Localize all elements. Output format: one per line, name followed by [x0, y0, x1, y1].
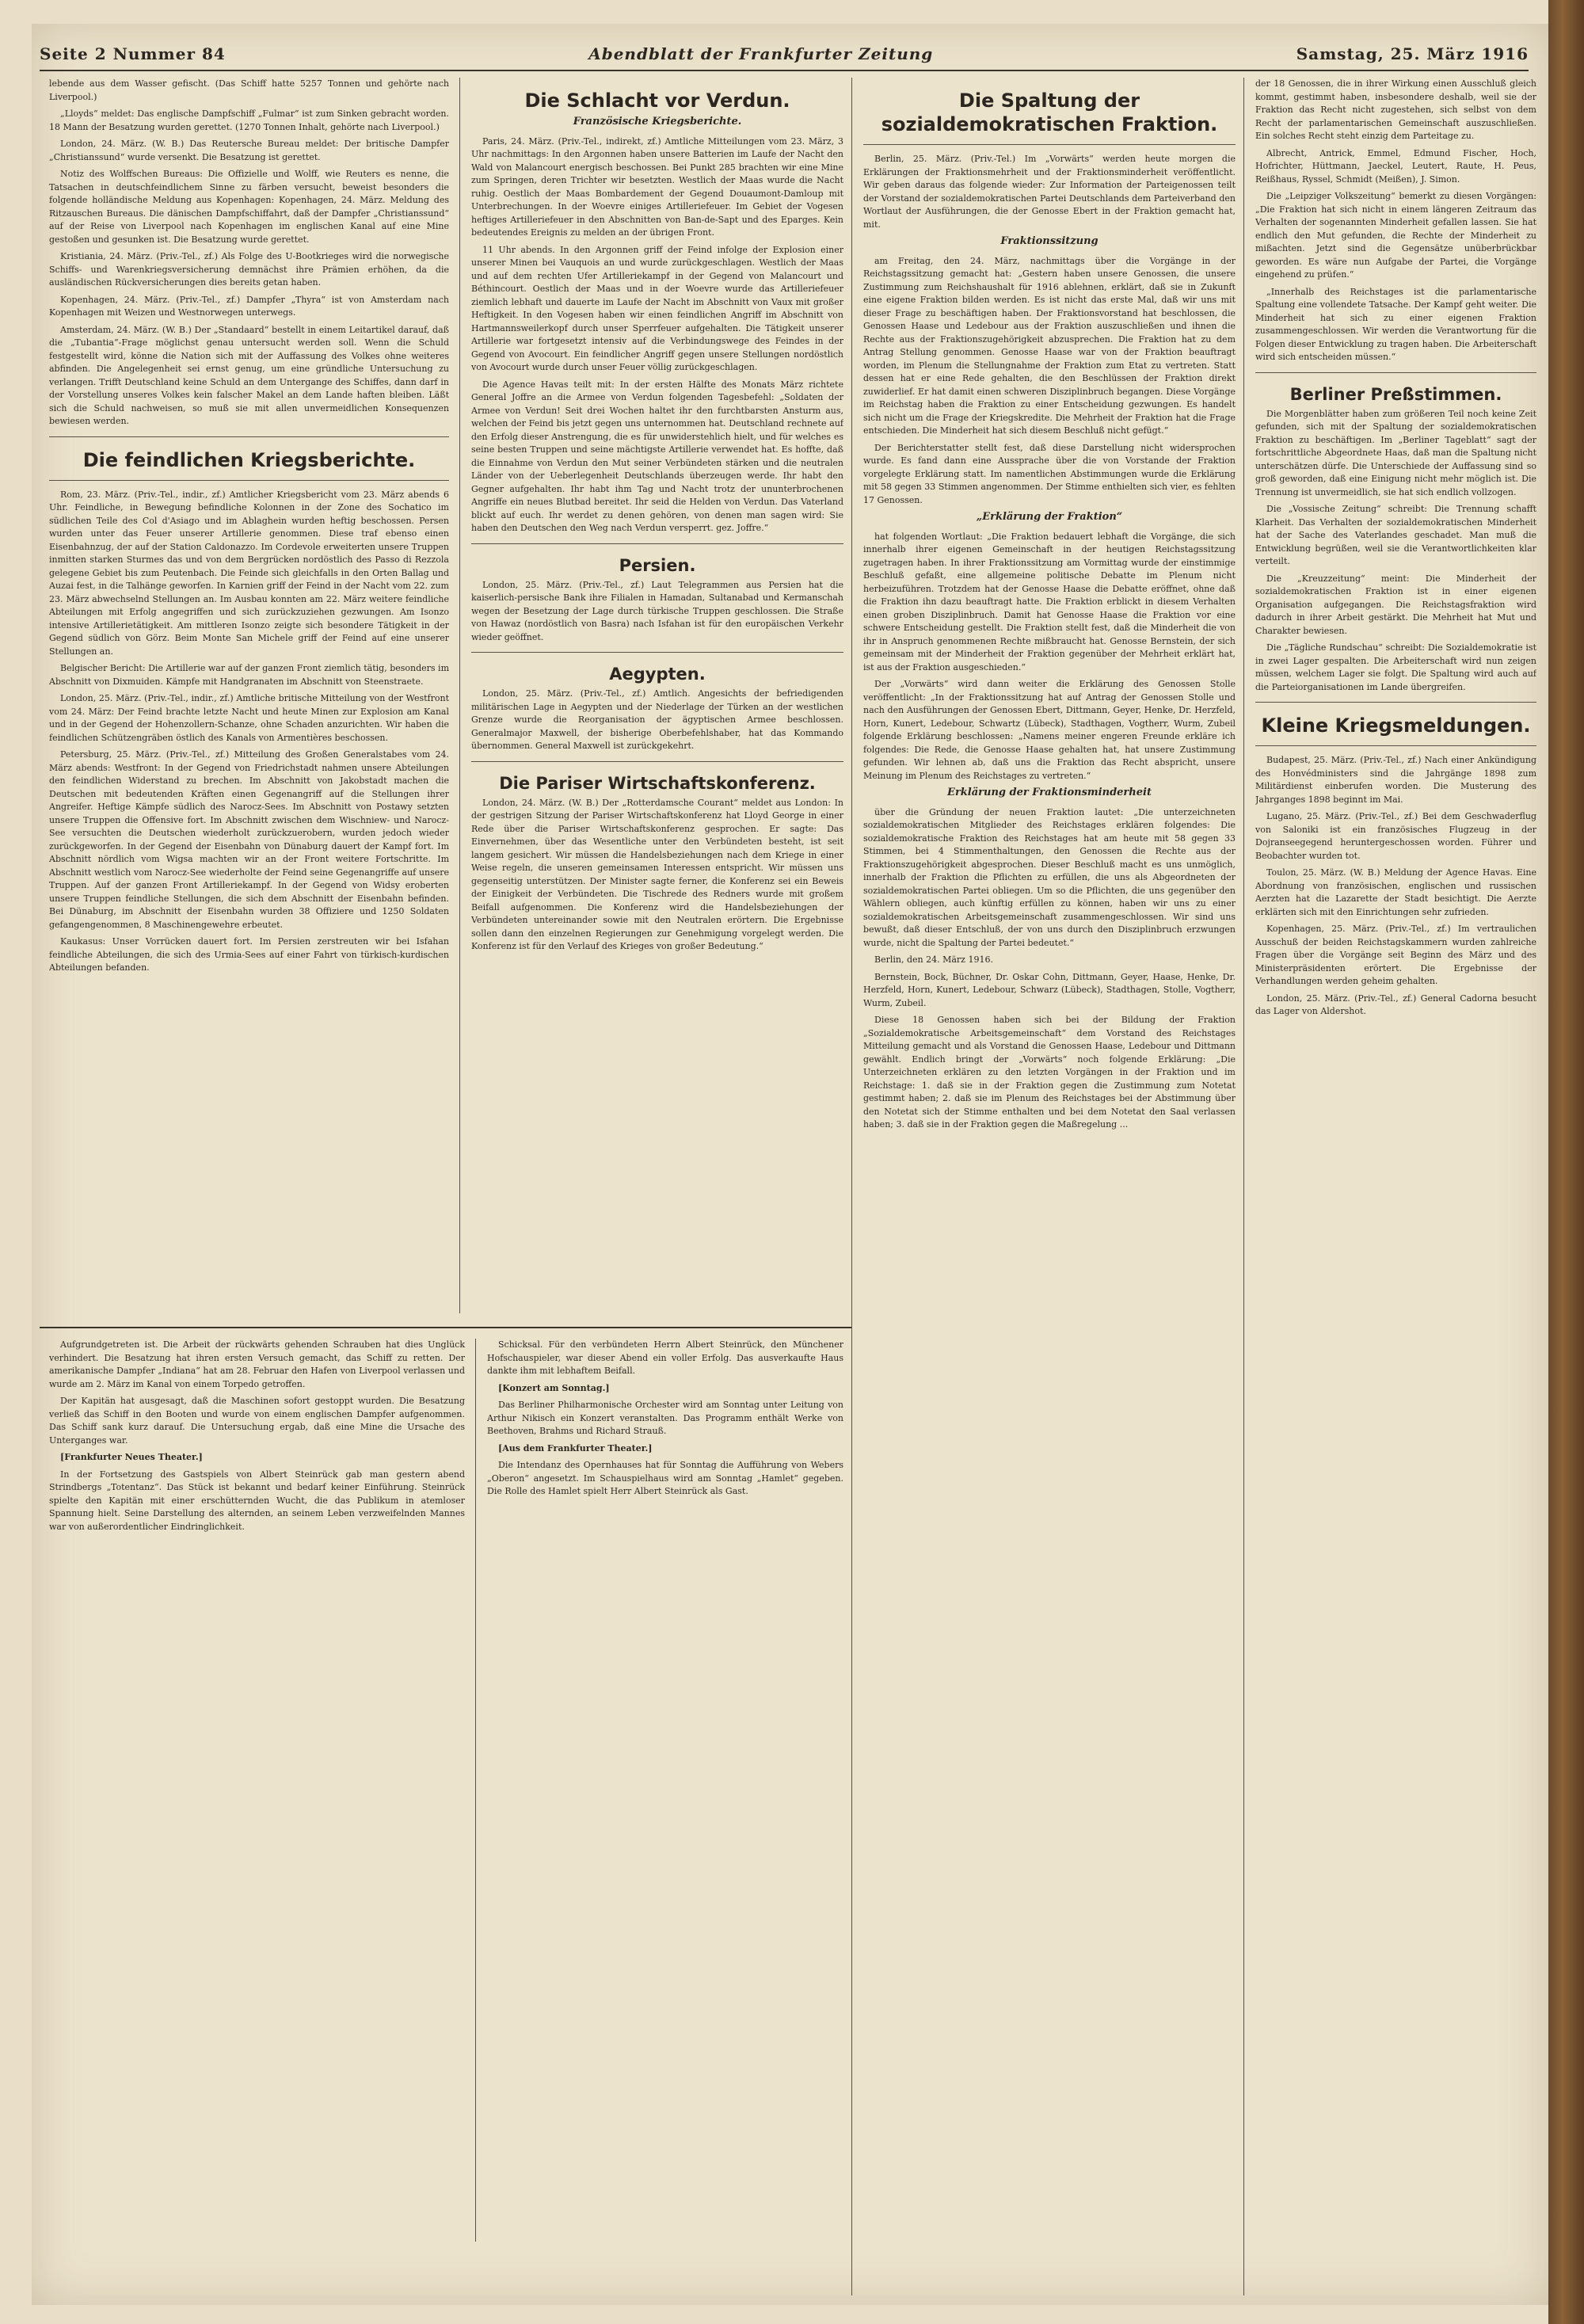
- divider: [863, 144, 1236, 145]
- article-paragraph: lebende aus dem Wasser gefischt. (Das Schiff hatte 5257 Tonnen und gehörte nach Liverpool.): [49, 78, 449, 102]
- divider: [471, 543, 843, 544]
- article-subheading: Französische Kriegsberichte.: [573, 116, 742, 128]
- newspaper-title: Abendblatt der Frankfurter Zeitung: [588, 44, 934, 63]
- signatories: Bernstein, Bock, Büchner, Dr. Oskar Cohn, Dittmann, Geyer, Haase, Henke, Dr. Herzfeld, Horn, Kunert, Ledebour, Schwarz (Lübeck), Stadthagen, Stolle, Vogtherr, Wurm, Zubeil.: [863, 971, 1236, 1008]
- column-4: [1255, 78, 1536, 2295]
- article-subheading: „Erklärung der Fraktion“: [976, 511, 1123, 523]
- article-paragraph: Kopenhagen, 25. März. (Priv.-Tel., zf.) Im vertraulichen Ausschuß der beiden Reichstagskammern wurden zahlreiche Fragen über die Vorgänge seit Beginn des März und des Ministerpräsidenten erörtert. Die Ergebnisse der Verhandlungen werden geheim gehalten.: [1255, 924, 1536, 986]
- signatories: Albrecht, Antrick, Emmel, Edmund Fischer, Hoch, Hofrichter, Hüttmann, Jaeckel, Leutert, Raute, H. Peus, Reißhaus, Ryssel, Schmidt (Meißen), J. Simon.: [1255, 147, 1536, 185]
- article-heading: Die Pariser Wirtschaftskonferenz.: [499, 773, 816, 793]
- article-paragraph: London, 25. März. (Priv.-Tel., zf.) General Cadorna besucht das Lager von Aldershot.: [1255, 992, 1536, 1016]
- article-paragraph: Paris, 24. März. (Priv.-Tel., indirekt, zf.) Amtliche Mitteilungen vom 23. März, 3 Uhr nachmittags: In den Argonnen haben unsere Batterien im Laufe der Nacht den Wald von Malancourt energisch beschossen. Bei Punkt 285 brachten wir eine Mine zum Springen, deren Trichter wir besetzten. Westlich der Maas wurde die Nacht ruhig. Oestlich der Maas Bombardement der Gegend Douaumont-Damloup mit Unterbrechungen. In der Woevre einiges Artilleriefeuer. Im Gebiet der Vogesen heftiges Artilleriefeuer in den Abschnitten von Ban-de-Sapt und des Eparges. Kein bedeutendes Ereignis zu melden an der übrigen Front.: [471, 135, 843, 238]
- article-paragraph: Das Berliner Philharmonische Orchester wird am Sonntag unter Leitung von Arthur Nikisch ein Konzert veranstalten. Das Programm enthält Werke von Beethoven, Brahms und Richard Strauß.: [487, 1400, 843, 1436]
- article-heading: Kleine Kriegsmeldungen.: [1261, 714, 1531, 737]
- divider: [1255, 745, 1536, 746]
- article-heading: Die Schlacht vor Verdun.: [524, 90, 790, 112]
- article-paragraph: Lugano, 25. März. (Priv.-Tel., zf.) Bei dem Geschwaderflug von Saloniki ist ein französisches Flugzeug in der Dojranseegegend heruntergeschossen worden. Führer und Beobachter wurden tot.: [1255, 811, 1536, 861]
- article-paragraph: London, 25. März. (Priv.-Tel., zf.) Laut Telegrammen aus Persien hat die kaiserlich-persische Bank ihre Filialen in Hamadan, Sultanabad und Kermanschah wegen der Besetzung der Lage durch türkische Truppen geschlossen. Die Straße von Hawaz (nordöstlich von Basra) nach Isfahan ist für den europäischen Verkehr wieder geöffnet.: [471, 579, 843, 642]
- article-paragraph: Die „Vossische Zeitung“ schreibt: Die Trennung schafft Klarheit. Das Verhalten der sozialdemokratischen Minderheit hat der Sache des Vaterlandes geschadet. Man muß die Entwicklung begrüßen, weil sie die Verantwortlichkeiten klar verteilt.: [1255, 504, 1536, 566]
- article-paragraph: Rom, 23. März. (Priv.-Tel., indir., zf.) Amtlicher Kriegsbericht vom 23. März abends 6 Uhr. Feindliche, in Bewegung befindliche Kolonnen in der Zone des Sochatico im südlichen Teile des Col d'Asiago und im Ablaghein wurden heftig beschossen. Persen wurden unter das Feuer unserer Artillerie genommen. Diese traf ebenso einen Eisenbahnzug, der auf der Station Caldonazzo. Im Cordevole erweiterten unsere Truppen inmitten starken Sturmes das und von dem Bergrücken nordöstlich des Passo di Rezzola gelegene Gebiet bis zum Peutenbach. Die Feinde sich gleichfalls in den Orten Ballag und Auzai fest, in die Talhänge geworfen. In Karnien griff der Feind in der Nacht vom 22. zum 23. März abwechselnd Stellungen an. Im Ausbau konnten am 22. März weitere feindliche Abteilungen mit Erfolg angegriffen und sich zurückzuziehen gezwungen. Am Isonzo intensive Artillerietätigkeit. Am mittleren Isonzo zeigte sich besondere Tätigkeit in der Gegend südlich von Görz. Beim Monte San Michele griff der Feind auf eine unserer Stellungen an.: [49, 489, 449, 657]
- divider: [1255, 702, 1536, 703]
- article-paragraph: am Freitag, den 24. März, nachmittags über die Vorgänge in der Reichstagssitzung gemacht hat: „Gestern haben unsere Genossen, die unsere Zustimmung zum Reichshaushalt für 1916 ablehnen, erklärt, daß sie in Zukunft eine eigene Fraktion bilden werden. Es ist nicht das erste Mal, daß wir uns mit dieser Frage zu beschäftigen haben. Der Fraktionsvorstand hat beschlossen, die Genossen Haase und Ledebour aus der Fraktion auszuschließen und ihnen die Rechte aus der Fraktionszugehörigkeit abzusprechen. Die Fraktion hat zu dem Antrag Stellung genommen. Genosse Haase war von der Fraktion beauftragt worden, im Plenum die Stellungnahme der Fraktion zum Etat zu vertreten. Statt dessen hat er eine Rede gehalten, die den Beschlüssen der Fraktion direkt zuwiderlief. Er hat damit einen schweren Disziplinbruch begangen. Diese Vorgänge im Reichstag haben die Fraktion zu einer Entscheidung gezwungen. Es handelt sich nicht um die Frage der Kriegskredite. Die Mehrheit der Fraktion hat die Frage entschieden. Die Minderheit hat sich diesem Beschluß nicht gefügt.“: [863, 255, 1236, 436]
- article-paragraph: Petersburg, 25. März. (Priv.-Tel., zf.) Mitteilung des Großen Generalstabes vom 24. März abends: Westfront: In der Gegend von Friedrichstadt nahmen unsere Abteilungen den feindlichen Widerstand zu brechen. Im Abschnitt von Jakobstadt machen die Deutschen mit bedeutenden Kräften einen Gegenangriff auf die Stellungen ihrer Angreifer. Heftige Kämpfe südlich des Narocz-Sees. Im Abschnitt von Postawy setzten unsere Truppen die Offensive fort. Im Abschnitt zwischen dem Wischniew- und Narocz-See versuchten die Deutschen wiederholt zurückzuerobern, wurden jedoch wieder zurückgeworfen. In der Gegend der Eisenbahn von Dünaburg dauert der Kampf fort. Im Abschnitt nördlich vom Wigsa machten wir an der Front weitere Fortschritte. Im Abschnitt westlich vom Narocz-See wiederholte der Feind seine Gegenangriffe auf unsere Truppen. Auf der ganzen Front Artilleriekampf. In der Gegend von Widsy eroberten unsere Truppen feindliche Stellungen, die sich dem Abschnitt der Eisenbahn befinden. Bei Dünaburg, im Abschnitt der Eisenbahn wurden 38 Offiziere und 1250 Soldaten gefangengenommen, 8 Maschinengewehre erbeutet.: [49, 749, 449, 930]
- dateline: Berlin, den 24. März 1916.: [874, 954, 993, 965]
- article-paragraph: Die „Tägliche Rundschau“ schreibt: Die Sozialdemokratie ist in zwei Lager gespalten. Die Arbeiterschaft wird nun zeigen müssen, welchem Lager sie folgt. Die Spaltung wird auch auf die Parteiorganisationen im Lande übergreifen.: [1255, 642, 1536, 692]
- article-heading: Persien.: [619, 555, 696, 575]
- divider: [49, 480, 449, 481]
- article-subheading: Fraktionssitzung: [1000, 235, 1099, 247]
- column-rule: [475, 1339, 476, 2242]
- article-paragraph: Berlin, 25. März. (Priv.-Tel.) Im „Vorwärts“ werden heute morgen die Erklärungen der Fraktionsmehrheit und der Fraktionsminderheit veröffentlicht. Wir geben daraus das folgende wieder: Zur Information der Parteigenossen teilt der Vorstand der sozialdemokratischen Partei Deutschlands dem Parteiverband den Wortlaut der Ausführungen, die der Genosse Ebert in der Fraktion gemacht hat, mit.: [863, 154, 1236, 230]
- article-paragraph: „Innerhalb des Reichstages ist die parlamentarische Spaltung eine vollendete Tatsache. Der Kampf geht weiter. Die Minderheit hat sich zu einer eigenen Fraktion zusammengeschlossen. Wir werden die Verantwortung für die Folgen dieser Entwicklung zu tragen haben. Die Arbeiterschaft wird sich entscheiden müssen.“: [1255, 286, 1536, 362]
- divider: [471, 761, 843, 762]
- section-rule: [40, 1327, 851, 1328]
- article-paragraph: Diese 18 Genossen haben sich bei der Bildung der Fraktion „Sozialdemokratische Arbeitsgemeinschaft“ dem Vorstand des Reichstages Mitteilung gemacht und als Vorstand die Genossen Haase, Ledebour und Dittmann gewählt. Endlich bringt der „Vorwärts“ noch folgende Erklärung: „Die Unterzeichneten erklären zu den letzten Vorgängen in der Fraktion und im Reichstage: 1. daß sie in der Fraktion gegen die Zustimmung zum Notetat gestimmt haben; 2. daß sie im Plenum des Reichstages bei der Abstimmung über den Notetat sich der Stimme enthalten und bei dem Notetat den Saal verlassen haben; 3. daß sie in der Fraktion gegen die Maßregelung ...: [863, 1015, 1236, 1130]
- divider: [49, 436, 449, 437]
- issue-date: Samstag, 25. März 1916: [1296, 44, 1529, 63]
- article-paragraph: Die Intendanz des Opernhauses hat für Sonntag die Aufführung von Webers „Oberon“ angesetzt. Im Schauspielhaus wird am Sonntag „Hamlet“ gegeben. Die Rolle des Hamlet spielt Herr Albert Steinrück als Gast.: [487, 1460, 843, 1496]
- article-paragraph: London, 24. März. (W. B.) Der „Rotterdamsche Courant“ meldet aus London: In der gestrigen Sitzung der Pariser Wirtschaftskonferenz hat Lloyd George in einer Rede über die Pariser Wirtschaftskonferenz gesprochen. Er sagte: Das Einvernehmen, über das Wesentliche unter den Verbündeten besteht, ist seit langem gesichert. Wir müssen die Handelsbeziehungen nach dem Kriege in einer Weise regeln, die unseren gemeinsamen Interessen entspricht. Wir müssen uns gegenseitig unterstützen. Der Minister sagte ferner, die Konferenz sei ein Beweis der Einigkeit der Verbündeten. Die Tischrede des Redners wurde mit großem Beifall aufgenommen. Die Konferenz wird die Handelsbeziehungen der Verbündeten untereinander sowie mit den Neutralen erörtern. Die Ergebnisse sollen dann den einzelnen Regierungen zur Genehmigung vorgelegt werden. Die Konferenz ist für den Verlauf des Krieges von großer Bedeutung.“: [471, 797, 843, 951]
- article-paragraph: Die „Kreuzzeitung“ meint: Die Minderheit der sozialdemokratischen Fraktion ist in einer eigenen Organisation aufgegangen. Die Reichstagsfraktion wird dadurch in ihrer Arbeit gestärkt. Die Mehrheit hat Mut und Charakter bewiesen.: [1255, 573, 1536, 636]
- article-paragraph: Die Morgenblätter haben zum größeren Teil noch keine Zeit gefunden, sich mit der Spaltung der sozialdemokratischen Fraktion zu beschäftigen. Im „Berliner Tageblatt“ sagt der fortschrittliche Abgeordnete Haas, daß man die Spaltung nicht unterschätzen dürfe. Die Unterschiede der Auffassung sind so groß geworden, daß eine Einigung nicht mehr möglich ist. Die Trennung ist unvermeidlich, sie hat sich endlich vollzogen.: [1255, 408, 1536, 497]
- article-paragraph: London, 25. März. (Priv.-Tel., zf.) Amtlich. Angesichts der befriedigenden militärischen Lage in Aegypten und der Niederlage der Türken an der westlichen Grenze wurde die Reorganisation der ägyptischen Armee beschlossen. Generalmajor Maxwell, der bisherige Oberbefehlshaber, hat das Kommando übernommen. General Maxwell ist zurückgekehrt.: [471, 688, 843, 751]
- article-heading: Berliner Preßstimmen.: [1289, 384, 1502, 404]
- article-paragraph: Der Kapitän hat ausgesagt, daß die Maschinen sofort gestoppt wurden. Die Besatzung verließ das Schiff in den Booten und wurde von einem englischen Dampfer aufgenommen. Das Schiff sank kurz darauf. Die Untersuchung ergab, daß eine Mine die Ursache des Unterganges war.: [49, 1396, 465, 1446]
- book-binding: [1548, 0, 1584, 2324]
- article-paragraph: Die Agence Havas teilt mit: In der ersten Hälfte des Monats März richtete General Joffre an die Armee von Verdun folgenden Tagesbefehl: „Soldaten der Armee von Verdun! Seit drei Wochen haltet ihr den furchtbarsten Ansturm aus, welchen der Feind bis jetzt gegen uns unternommen hat. Deutschland rechnete auf den Erfolg dieser Anstrengung, die es für unwiderstehlich hielt, und für welches es seine besten Truppen und seine mächtigste Artillerie verwendet hat. Es hoffte, daß die Einnahme von Verdun den Mut seiner Verbündeten stärken und die neutralen Länder von der Ueberlegenheit Deutschlands überzeugen werde. Ihr habt den Gegner aufgehalten. Ihr habt ihm Tag und Nacht trotz der ununterbrochenen Angriffe ein neues Blutbad bereitet. Ihr seid die Helden von Verdun. Das Vaterland blickt auf euch. Ihr werdet zu denen gehören, von denen man sagen wird: Sie haben den Deutschen den Weg nach Verdun versperrt. gez. Joffre.“: [471, 379, 843, 533]
- article-subheading: [Frankfurter Neues Theater.]: [60, 1452, 203, 1462]
- article-paragraph: Der Berichterstatter stellt fest, daß diese Darstellung nicht widersprochen wurde. Es fand dann eine Aussprache über die von Vorstande der Fraktion vorgelegte Erklärung statt. Im namentlichen Abstimmungen wurde die Erklärung mit 58 gegen 33 Stimmen angenommen. Der Stimme enthielten sich vier, es fehlten 17 Genossen.: [863, 442, 1236, 505]
- article-paragraph: Belgischer Bericht: Die Artillerie war auf der ganzen Front ziemlich tätig, besonders im Abschnitt von Dixmuiden. Kämpfe mit Handgranaten im Abschnitt von Steenstraete.: [49, 663, 449, 687]
- article-paragraph: hat folgenden Wortlaut: „Die Fraktion bedauert lebhaft die Vorgänge, die sich innerhalb ihrer eigenen Gemeinschaft in der heutigen Reichstagssitzung zugetragen haben. In ihrer Fraktionssitzung am Vormittag wurde der einstimmige Beschluß gefaßt, eine allgemeine politische Debatte im Plenum nicht herbeizuführen. Trotzdem hat der Genosse Haase die Debatte eröffnet, ohne daß die Fraktion ihn dazu beauftragt hatte. Die Fraktion erblickt in diesem Verhalten einen groben Disziplinbruch. Damit hat Genosse Haase die Fraktion vor eine schwere Entscheidung gestellt. Die Fraktion stellt fest, daß die Minderheit die von ihr in Anspruch genommenen Rechte mißbraucht hat. Genosse Bernstein, der sich gemeinsam mit der Minderheit der Fraktion gegenüber der Mehrheit erklärt hat, ist aus der Fraktion ausgeschieden.“: [863, 531, 1236, 672]
- article-paragraph: Kopenhagen, 24. März. (Priv.-Tel., zf.) Dampfer „Thyra“ ist von Amsterdam nach Kopenhagen mit Weizen und Westnorwegen unterwegs.: [49, 294, 449, 318]
- column-rule: [459, 78, 460, 1313]
- article-heading: Die Spaltung der sozialdemokratischen Fraktion.: [881, 90, 1218, 135]
- article-paragraph: Der „Vorwärts“ wird dann weiter die Erklärung des Genossen Stolle veröffentlicht: „In der Fraktionssitzung hat auf Antrag der Genossen Stolle und nach den Ausführungen der Genossen Ebert, Dittmann, Geyer, Henke, Dr. Herzfeld, Horn, Kunert, Ledebour, Schwartz (Lübeck), Stadthagen, Vogtherr, Wurm, Zubeil folgende Erklärung beschlossen: „Namens meiner engeren Freunde erkläre ich folgendes: Die Rede, die Genosse Haase gehalten hat, hat unsere Zustimmung gefunden. Wir lehnen ab, daß uns die Fraktion das Recht abspricht, unsere Meinung im Plenum des Reichstages zu vertreten.“: [863, 679, 1236, 781]
- article-paragraph: Kaukasus: Unser Vorrücken dauert fort. Im Persien zerstreuten wir bei Isfahan feindliche Abteilungen, die sich des Urmia-Sees auf einer Fahrt von türkisch-kurdischen Abteilungen befanden.: [49, 936, 449, 973]
- column-3: [863, 78, 1236, 2295]
- column-1: [49, 78, 449, 1321]
- column-rule: [851, 78, 852, 2295]
- article-subheading: Erklärung der Fraktionsminderheit: [947, 787, 1152, 798]
- article-paragraph: Notiz des Wolffschen Bureaus: Die Offizielle und Wolff, wie Reuters es nenne, die Tatsachen in deutschfeindlichem Sinne zu färben versucht, beweist besonders die folgende holländische Meldung aus Kopenhagen: Kopenhagen, 24. März. Meldung des Ritzauschen Bureaus. Die dänischen Dampfschiffahrt, daß der Dampfer „Christianssund“ auf der Reise von Liverpool nach Kopenhagen im englischen Kanal auf eine Mine gestoßen und gesunken ist. Die Besatzung wurde gerettet.: [49, 169, 449, 245]
- article-paragraph: „Lloyds“ meldet: Das englische Dampfschiff „Fulmar“ ist zum Sinken gebracht worden. 18 Mann der Besatzung wurden gerettet. (1270 Tonnen Inhalt, gehörte nach Liverpool.): [49, 109, 449, 132]
- article-paragraph: Die „Leipziger Volkszeitung“ bemerkt zu diesen Vorgängen: „Die Fraktion hat sich nicht in einem längeren Zeitraum das Verhalten der sogenannten Minderheit gefallen lassen. Sie hat endlich den Mut gefunden, die Rechte der Minderheit zu mißachten. Jetzt sind die Gegensätze unüberbrückbar geworden. Es wäre nun Aufgabe der Partei, die Vorgänge eingehend zu prüfen.“: [1255, 191, 1536, 280]
- divider: [1255, 372, 1536, 373]
- article-paragraph: Schicksal. Für den verbündeten Herrn Albert Steinrück, den Münchener Hofschauspieler, war dieser Abend ein voller Erfolg. Das ausverkaufte Haus dankte ihm mit lebhaftem Beifall.: [487, 1339, 843, 1376]
- newspaper-page: [32, 24, 1548, 2305]
- article-subheading: [Konzert am Sonntag.]: [498, 1382, 610, 1393]
- article-paragraph: Amsterdam, 24. März. (W. B.) Der „Standaard“ bestellt in einem Leitartikel darauf, daß die „Tubantia“-Frage möglichst genau untersucht werden soll. Wenn die Schuld festgestellt wird, könne die Nation sich mit der Auffassung des Volkes ohne weiteres abfinden. Die Angelegenheit sei ernst genug, um eine gründliche Untersuchung zu verlangen. Trifft Deutschland keine Schuld an dem Untergange des Schiffes, dann darf in der Vorstellung unseres Volkes kein falscher Makel an dem Lande haften bleiben. Läßt sich die Schuld nachweisen, so muß sie mit allen unvermeidlichen Konsequenzen bewiesen werden.: [49, 324, 449, 426]
- article-paragraph: Aufgrundgetreten ist. Die Arbeit der rückwärts gehenden Schrauben hat dies Unglück verhindert. Die Besatzung hat ihren ersten Versuch gemacht, das Schiff zu retten. Der amerikanische Dampfer „Indiana“ hat am 28. Februar den Hafen von Liverpool verlassen und wurde am 2. März im Kanal von einem Torpedo getroffen.: [49, 1339, 465, 1389]
- feuilleton-left: [49, 1339, 465, 2242]
- article-paragraph: 11 Uhr abends. In den Argonnen griff der Feind infolge der Explosion einer unserer Minen bei Vauquois an und wurde zurückgeschlagen. Westlich der Maas und auf dem rechten Ufer Artilleriekampf in der Gegend von Malancourt und Béthincourt. Oestlich der Maas und in der Woevre wurde das Artilleriefeuer ziemlich lebhaft und dauerte im Laufe der Nacht im Abschnitt von Vaux mit großer Heftigkeit. In den Vogesen haben wir einen feindlichen Angriff im Abschnitt von Hartmannsweilerkopf durch unser Sperrfeuer aufgehalten. Die Tätigkeit unserer Artillerie war fortgesetzt intensiv auf die Verbindungswege des Feindes in der Gegend von Avocourt. Ein feindlicher Angriff gegen unsere Stellungen nordöstlich von Avocourt wurde durch unser Feuer völlig zurückgeschlagen.: [471, 244, 843, 372]
- masthead: [40, 38, 1529, 71]
- article-paragraph: Toulon, 25. März. (W. B.) Meldung der Agence Havas. Eine Abordnung von französischen, englischen und russischen Aerzten hat die Lazarette der Stadt besichtigt. Die Aerzte erklärten sich mit den Einrichtungen sehr zufrieden.: [1255, 867, 1536, 917]
- divider: [471, 652, 843, 653]
- article-paragraph: London, 24. März. (W. B.) Das Reutersche Bureau meldet: Der britische Dampfer „Christianssund“ wurde versenkt. Die Besatzung ist gerettet.: [49, 139, 449, 162]
- article-subheading: [Aus dem Frankfurter Theater.]: [498, 1442, 653, 1453]
- feuilleton-right: [487, 1339, 843, 2242]
- article-paragraph: über die Gründung der neuen Fraktion lautet: „Die unterzeichneten sozialdemokratischen Mitglieder des Reichstages erklären folgendes: Die sozialdemokratische Fraktion des Reichstages hat am heute mit 58 gegen 33 Stimmen, bei 4 Stimmenthaltungen, den Genossen die Rechte aus der Fraktionszugehörigkeit abgesprochen. Dieser Beschluß macht es uns unmöglich, innerhalb der Fraktion die Pflichten zu erfüllen, die uns als Abgeordneten der sozialdemokratischen Partei obliegen. Um so die Pflichten, die uns gegenüber den Wählern obliegen, auch künftig erfüllen zu können, haben wir uns zu einer sozialdemokratischen Arbeitsgemeinschaft zusammengeschlossen. Wir sind uns bewußt, daß dieser Entschluß, der von uns durch den Disziplinbruch erzwungen wurde, nicht die Spaltung der Partei bedeutet.“: [863, 806, 1236, 948]
- article-heading: Die feindlichen Kriegsberichte.: [82, 448, 416, 471]
- article-paragraph: London, 25. März. (Priv.-Tel., indir., zf.) Amtliche britische Mitteilung von der Westfront vom 24. März: Der Feind brachte letzte Nacht und heute Minen zur Explosion am Kanal und in der Gegend der Hohenzollern-Schanze, ohne Schaden anzurichten. Wir haben die feindlichen Schützengräben östlich des Kanals von Armentières beschossen.: [49, 693, 449, 743]
- page-number: Seite 2 Nummer 84: [40, 44, 226, 63]
- article-paragraph: der 18 Genossen, die in ihrer Wirkung einen Ausschluß gleich kommt, gestimmt haben, insbesondere deshalb, weil sie der Fraktion das Recht nicht zugestehen, sich selbst von dem Recht der parlamentarischen Gemeinschaft auszuschließen. Ein solches Recht steht einzig dem Parteitage zu.: [1255, 78, 1536, 141]
- article-paragraph: Budapest, 25. März. (Priv.-Tel., zf.) Nach einer Ankündigung des Honvédministers sind die Jahrgänge 1898 zum Militärdienst einberufen worden. Die Musterung des Jahrganges 1898 beginnt im Mai.: [1255, 755, 1536, 805]
- article-paragraph: Kristiania, 24. März. (Priv.-Tel., zf.) Als Folge des U-Bootkrieges wird die norwegische Schiffs- und Warenkriegsversicherung demnächst ihre Prämien erhöhen, da die ausländischen Rückversicherungen dies bereits getan haben.: [49, 251, 449, 288]
- article-paragraph: In der Fortsetzung des Gastspiels von Albert Steinrück gab man gestern abend Strindbergs „Totentanz“. Das Stück ist bekannt und bedarf keiner Einführung. Steinrück spielte den Kapitän mit einer erschütternden Wucht, die das Publikum in atemloser Spannung hielt. Seine Darstellung des alternden, an seinem Leben verzweifelnden Mannes war von außerordentlicher Eindringlichkeit.: [49, 1469, 465, 1532]
- column-2: [471, 78, 843, 1321]
- column-rule: [1243, 78, 1244, 2295]
- article-heading: Aegypten.: [609, 665, 706, 684]
